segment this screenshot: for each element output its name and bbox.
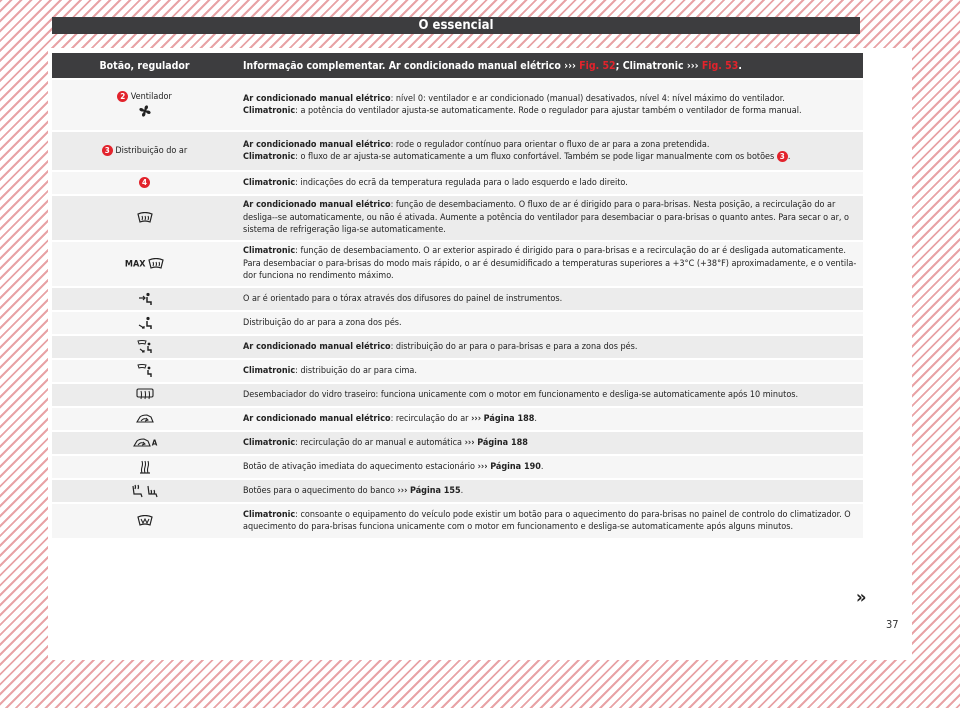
button-cell xyxy=(52,241,237,287)
windscreen-heating-icon xyxy=(137,515,153,527)
callout-number: 2 xyxy=(117,91,128,102)
info-cell xyxy=(237,287,863,311)
header-info-text: Informação complementar. Ar condicionado manual elétrico xyxy=(243,59,561,72)
text: : recirculação do ar manual e automática xyxy=(295,437,463,448)
text: Botão de ativação imediata do aquecimento estacionário xyxy=(243,461,476,472)
airflow-feet-icon xyxy=(137,316,153,330)
button-cell xyxy=(52,171,237,195)
table-row xyxy=(52,79,863,131)
rear-defrost-icon xyxy=(136,388,154,401)
airflow-chest-icon xyxy=(137,292,153,306)
table-row xyxy=(52,241,863,287)
text-bold: Ar condicionado manual elétrico xyxy=(243,93,391,104)
text: . xyxy=(534,413,537,424)
info-cell xyxy=(237,479,863,503)
text: : indicações do ecrã da temperatura regulada para o lado esquerdo e lado direito. xyxy=(295,177,628,188)
chevrons-icon: ››› xyxy=(564,59,576,72)
table-row xyxy=(52,479,863,503)
text-bold: Climatronic xyxy=(243,177,296,188)
table-row xyxy=(52,335,863,359)
button-label: Ventilador xyxy=(130,91,172,102)
callout-number: 4 xyxy=(139,177,150,188)
info-cell xyxy=(237,79,863,131)
chevrons-icon: ››› xyxy=(471,413,482,424)
info-cell xyxy=(237,311,863,335)
button-cell xyxy=(52,431,237,455)
info-cell xyxy=(237,195,863,241)
info-cell xyxy=(237,407,863,431)
info-cell xyxy=(237,131,863,171)
chevrons-icon: ››› xyxy=(686,59,699,72)
info-cell xyxy=(237,171,863,195)
text-bold: Climatronic xyxy=(243,106,296,116)
text: : recirculação do ar xyxy=(390,413,469,424)
auxiliary-heating-icon xyxy=(139,460,151,474)
section-title: O essencial xyxy=(52,17,860,34)
table-row xyxy=(52,311,863,335)
info-cell xyxy=(237,455,863,479)
button-cell xyxy=(52,503,237,539)
button-cell xyxy=(52,311,237,335)
header-info-mid: ; Climatronic xyxy=(615,59,684,72)
page-link[interactable]: Página 188 xyxy=(477,437,528,448)
page-number: 37 xyxy=(886,618,899,631)
airflow-up-icon xyxy=(137,364,153,378)
button-cell xyxy=(52,479,237,503)
text-bold: Ar condicionado manual elétrico xyxy=(243,341,391,352)
text: : distribuição do ar para o para-brisas e para a zona dos pés. xyxy=(390,341,638,352)
info-cell xyxy=(237,335,863,359)
fig-link[interactable]: Fig. 53 xyxy=(701,59,739,72)
chevrons-icon: ››› xyxy=(477,461,488,472)
seat-heating-icon xyxy=(130,484,160,498)
table-row xyxy=(52,359,863,383)
text: : função de desembaciamento. O fluxo de ar é dirigido para o para-brisas. Nesta posição, a recirculação do ar desliga--se automaticamente, ou não é ativada. Aumente a potência do ventilador para desembaciar o para-brisas o quanto antes. Para secar o ar, o sistema de refrigeração liga-se automaticamente. xyxy=(243,200,850,236)
windscreen-demist-icon xyxy=(137,212,153,224)
fig-link[interactable]: Fig. 52 xyxy=(579,59,616,72)
button-cell xyxy=(52,287,237,311)
text: Desembaciador do vidro traseiro: funciona unicamente com o motor em funcionamento e desliga-se automaticamente após 10 minutos. xyxy=(243,389,799,400)
text: : consoante o equipamento do veículo pode existir um botão para o aquecimento do para-brisas no painel de controlo do climatizador. O aquecimento do para-brisas funciona unicamente com o motor em funcionamento e desliga-se automaticamente após alguns minutos. xyxy=(243,509,851,532)
table-row xyxy=(52,287,863,311)
info-cell xyxy=(237,383,863,407)
recirculation-icon xyxy=(135,413,155,425)
button-cell xyxy=(52,359,237,383)
table-row xyxy=(52,455,863,479)
text: : rode o regulador contínuo para orientar o fluxo de ar para a zona pretendida. xyxy=(390,139,710,150)
text-bold: Ar condicionado manual elétrico xyxy=(243,413,391,424)
table-row xyxy=(52,131,863,171)
callout-number: 3 xyxy=(777,151,788,162)
max-label: MAX xyxy=(124,259,146,269)
header-info-end: . xyxy=(738,59,742,72)
text: O ar é orientado para o tórax através dos difusores do painel de instrumentos. xyxy=(243,293,563,304)
max-defrost-icon xyxy=(148,258,164,270)
chevrons-icon: ››› xyxy=(464,437,475,448)
table-row xyxy=(52,383,863,407)
button-cell xyxy=(52,195,237,241)
airflow-windscreen-feet-icon xyxy=(137,340,153,354)
button-cell xyxy=(52,455,237,479)
button-label: Distribuição do ar xyxy=(115,145,188,156)
info-cell xyxy=(237,241,863,287)
text: : distribuição do ar para cima. xyxy=(295,365,417,376)
text-bold: Climatronic xyxy=(243,246,296,257)
button-cell xyxy=(52,79,237,131)
page-link[interactable]: Página 155 xyxy=(410,485,461,496)
text-bold: Ar condicionado manual elétrico xyxy=(243,200,391,211)
text-bold: Climatronic xyxy=(243,437,296,448)
table-header-row xyxy=(52,53,863,79)
chevrons-icon: ››› xyxy=(397,485,408,496)
text-bold: Climatronic xyxy=(243,509,296,520)
text: Distribuição do ar para a zona dos pés. xyxy=(243,317,402,328)
text: : nível 0: ventilador e ar condicionado (manual) desativados, nível 4: nível máximo do ventilador. xyxy=(390,93,785,104)
recirculation-auto-icon xyxy=(132,437,152,449)
column-header-info xyxy=(237,53,863,79)
text: Botões para o aquecimento do banco xyxy=(243,485,395,496)
table-row xyxy=(52,431,863,455)
text-bold: Ar condicionado manual elétrico xyxy=(243,139,391,150)
column-header-button: Botão, regulador xyxy=(52,53,237,79)
page-link[interactable]: Página 190 xyxy=(490,461,541,472)
text: : o fluxo de ar ajusta-se automaticamente a um fluxo confortável. Também se pode ligar manualmente com os botões xyxy=(295,152,775,162)
text: . xyxy=(460,485,464,496)
table-row xyxy=(52,407,863,431)
text-bold: Climatronic xyxy=(243,152,296,162)
button-cell xyxy=(52,383,237,407)
button-cell xyxy=(52,407,237,431)
callout-number: 3 xyxy=(102,145,113,156)
table-row xyxy=(52,195,863,241)
info-cell xyxy=(237,431,863,455)
button-cell xyxy=(52,335,237,359)
info-cell xyxy=(237,503,863,539)
text-bold: Climatronic xyxy=(243,365,296,376)
text: : a potência do ventilador ajusta-se automaticamente. Rode o regulador para ajustar também o ventilador de forma manual. xyxy=(295,106,802,116)
continue-marker: » xyxy=(856,587,867,608)
text: . xyxy=(540,461,544,472)
text: : função de desembaciamento. O ar exterior aspirado é dirigido para o para-brisas e a recirculação do ar é desligada automaticamente. Para desembaciar o para-brisas do modo mais rápido, o ar é desumidificado a temperaturas superiores a +3°C (+38°F) aproximadamente, e o ventila-dor funciona no rendimento máximo. xyxy=(243,246,857,282)
fan-icon xyxy=(137,103,153,119)
info-cell xyxy=(237,359,863,383)
text: . xyxy=(787,152,791,162)
page-link[interactable]: Página 188 xyxy=(483,413,535,424)
button-cell xyxy=(52,131,237,171)
table-row xyxy=(52,503,863,539)
controls-table xyxy=(52,53,863,540)
table-row xyxy=(52,171,863,195)
auto-label: A xyxy=(151,438,158,447)
